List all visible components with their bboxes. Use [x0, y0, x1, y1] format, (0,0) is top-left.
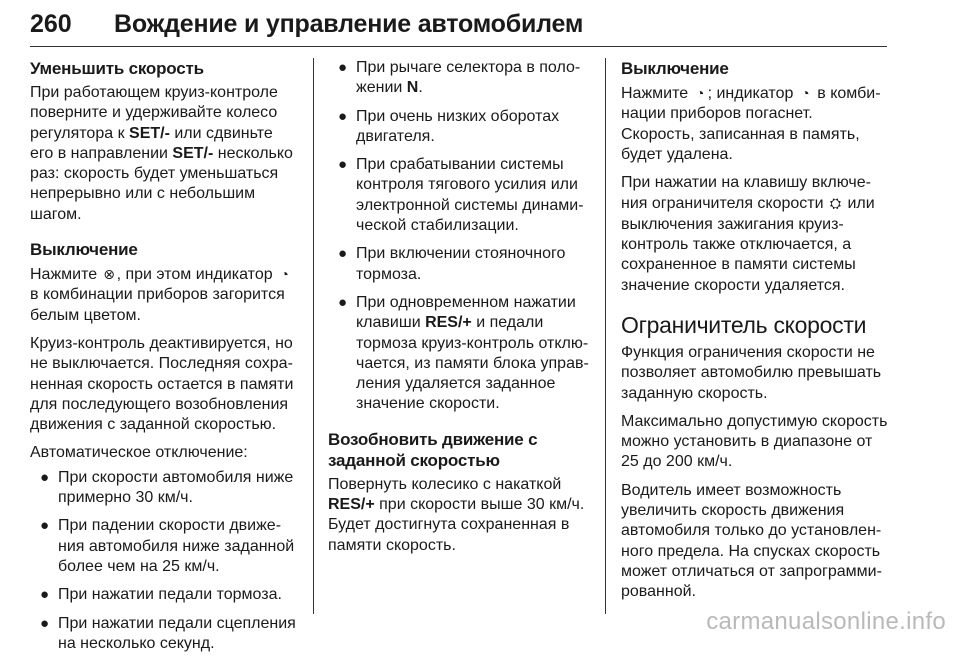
column-divider — [313, 58, 314, 614]
column-divider — [605, 58, 606, 614]
list-item: ● При рычаге селектора в положении N. — [338, 59, 581, 97]
paragraph-off-2: Скорость, записанная в память, будет удалена. — [621, 125, 860, 163]
paragraph-deactivation: Круиз-контроль деактивируется, но не выключается. Последняя сохраненная скорость остается в памяти для последующего возобновления движения с заданной скоростью. — [30, 334, 294, 434]
column-3 — [621, 58, 891, 611]
heading-switch-off: Выключение — [30, 240, 138, 260]
paragraph-limiter-1: Функция ограничения скорости не позволяет автомобилю превышать заданную скорость. — [621, 343, 882, 402]
paragraph-limiter-2: Максимально допустимую скорость можно установить в диапазоне от 25 до 200 км/ч. — [621, 412, 888, 471]
auto-off-list — [30, 468, 300, 654]
page-number: 260 — [30, 10, 72, 38]
paragraph-auto-off: Автоматическое отключение: — [30, 444, 248, 462]
paragraph-reduce-speed: При работающем круиз-контроле поверните и удерживайте колесо регулятора к SET/- или сдвиньте его в направлении SET/- несколько раз: скорость будет уменьшаться непрерывно или с небольшим шагом. — [30, 84, 293, 223]
paragraph-off-3: При нажатии на клавишу включения ограничителя скорости ⛭ или выключения зажигания круиз-контроль также отключается, а сохраненное в памяти системы значение скорости удаляется. — [621, 174, 875, 294]
cruise-control-icon: ◔ — [695, 85, 705, 101]
paragraph-off-1: Нажмите ◔ ; индикатор ◔ в комбинации приборов погаснет. — [621, 85, 881, 123]
heading-switch-off-2: Выключение — [621, 59, 729, 78]
cruise-control-icon: ◔ — [280, 266, 289, 283]
list-item: ● При нажатии педали тормоза. — [40, 586, 282, 604]
cruise-cancel-icon: ⊗ — [103, 266, 115, 283]
paragraph-limiter-3: Водитель имеет возможность увеличить скорость движения автомобиля только до установленного предела. На спусках скорость может отличаться от запрограммированной. — [621, 481, 882, 601]
list-item: ● При очень низких оборотах двигателя. — [338, 107, 560, 145]
auto-off-list-continued — [328, 58, 598, 415]
list-item: ● При одновременном нажатии клавиши RES/+ и педали тормоза круиз-контроль отключается, из памяти блока управления удаляется заданное значение скорости. — [338, 293, 589, 413]
list-item: ● При нажатии педали сцепления на несколько секунд. — [40, 614, 296, 652]
column-1 — [30, 58, 300, 662]
list-item: ● При скорости автомобиля ниже примерно 30 км/ч. — [40, 468, 294, 507]
page-header — [30, 0, 887, 48]
page-title: Вождение и управление автомобилем — [114, 10, 584, 38]
cruise-control-icon: ◔ — [801, 85, 810, 101]
heading-resume: Возобновить движение с заданной скоростью — [328, 429, 538, 470]
list-item: ● При срабатывании системы контроля тягового усилия или электронной системы динамической стабилизации. — [338, 156, 584, 235]
speed-limiter-icon: ⛭ — [829, 195, 842, 212]
heading-reduce-speed: Уменьшить скорость — [30, 59, 204, 78]
column-2 — [328, 58, 598, 564]
paragraph-switch-off: Нажмите ⊗ , при этом индикатор ◔ в комбинации приборов загорится белым цветом. — [30, 264, 300, 326]
list-item: ● При падении скорости движения автомобиля ниже заданной более чем на 25 км/ч. — [40, 517, 295, 575]
watermark: carmanualsonline.info — [706, 608, 946, 635]
header-rule — [30, 46, 887, 47]
heading-speed-limiter: Ограничитель скорости — [621, 311, 867, 338]
paragraph-resume: Повернуть колесико с накаткой RES/+ при скорости выше 30 км/ч. Будет достигнута сохраненная в памяти скорость. — [328, 475, 585, 554]
list-item: ● При включении стояночного тормоза. — [338, 245, 566, 283]
